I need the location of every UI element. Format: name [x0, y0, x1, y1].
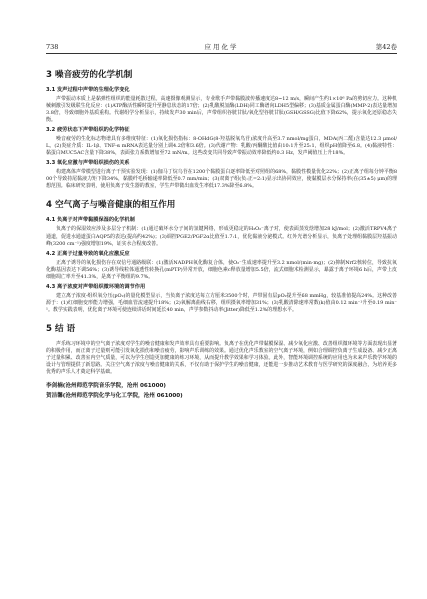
body-paragraph: 构建离体声带模型进行离子干预实验发现：(1)伽马丁烷乌苷在1200个黏膜蛋白逐率降低至对照组的68%，黏膜性模量优化22%；(2)正离子组每分钟平衡800个导致持尾黏液力矩下降34%，黏膜纤毛桥输递率降低至0.7 mm/min；(3)双离子组(负:正=2:1)显示出协同效应，使黏膜层水分保持率(在(35±5) μm)的理想范围。临床研究表明，使用负离子发生器的教室，学生声带微出血发生率低17.3%降至6.8%。	[46, 169, 397, 190]
journal-name: 应用化学	[204, 43, 239, 51]
body-paragraph: 声乐练习环境中的空气离子浓度对学生的噪音健康和发声效率具有重要影响。负离子在优化声带黏膜保湿、减少氧化应激、改善组织微环境等方面表现出显著的积极作用，而正离子过量则可能引发氧化损伤和噪音疲劳，影响声乐训练的效果。通过优化声乐教室的空气离子环境，例如合理调控负离子生成设备、减少正离子过量积累、改善室内空气质量，可以为学生创造更加健康的练习环境，从而提升教学效果和学习体验。此外，智能环境调控系统的应用也为未来声乐教学环境的设计与管理提供了新思路。关注空气离子浓度与噪音健康的关系，不仅有助于保护学生的噪音健康，还能进一步推动艺术教育与医学研究的深度融合，为培养更多优秀的声乐人才奠定科学基础。	[46, 340, 397, 376]
author-block	[46, 382, 397, 401]
subsection-heading: 4.3 离子浓度对声带组织微环境的调节作用	[46, 283, 146, 290]
body-paragraph: 噪音疲劳的生化标志物谱具有多维度特征：(1)氧化损伤指标：8-OHdG(8-羟基脱氧鸟苷)浓度升高至3.7 nmol/mg蛋白，MDA(丙二醛)含量达12.3 μmol/L。(2)炎症介质：IL-1β、TNF-α mRNA表达量分别上调4.2倍和3.6倍。(3)代谢产物：乳酸/丙酮酸比值由10:1升至25:1，组织pH值降至6.8。(4)黏液特性：黏蛋白MUC5AC含量下降38%，表面张力系数增加至72 mN/m。这些改变共同导致声带振动效率降低约0.3 Hz，发声阈值压上升18%。	[46, 136, 397, 157]
body-paragraph: 正离子诱导的氧化损伤存在双信号通路级联：(1)激活NADPH氧化酶复合体，使O₂⁻生成速率提升至3.2 nmol/(min·mg)；(2)抑制Nrf2核转位，导致抗氧化酶基因表达下调56%；(3)诱导线粒体通透性转换孔(mPTP)异常开放，细胞色素c释放量增加5.5倍，流式细胞术检测显示，暴露于离子环境6 h后，声带上皮细胞凋亡率升至41.3%，是离子平衡组的9.7%。	[46, 259, 397, 280]
body-paragraph: 声带振动本质上是黏弹性组织的能量耗散过程。高速摄像观测显示，专业歌手声带黏膜波传播速度达8~12 m/s，瞬间产生约1×10⁶ Pa的剪切应力。这种机械刺激引发级联生化反应：(1)ATP酶活性瞬时提升至静息状态的17倍；(2)乳酸脱氢酶(LDH)同工酶谱向LDH5型偏移；(3)基质金属蛋白酶(MMP-2)表达量增加3.8倍，导致细胞外基质重构。代谢组学分析显示，持续发声30 min后，声带组织谷胱甘肽/氧化型谷胱甘肽(GSH/GSSG)比值下降62%，提示氧化还原稳态失衡。	[46, 96, 397, 124]
section-heading: 5 结 语	[46, 323, 76, 334]
author-line: 贺洁馨(沧州师范学院化学与化工学院，沧州 061000)	[46, 392, 183, 399]
subsection-heading: 4.1 负离子对声带黏膜保湿的化学机制	[46, 217, 135, 224]
author-line: 李剑楠(沧州师范学院音乐学院，沧州 061000)	[46, 383, 166, 390]
page-number: 738	[46, 43, 59, 51]
subsection-heading: 4.2 正离子过量导致的氧化应激反应	[46, 250, 130, 257]
running-head	[46, 41, 397, 54]
body-paragraph: 负离子的保湿效应涉及多层分子机制：(1)通过破坏水分子间的氢键网络，形成更稳定的H₃O₂⁻离子对，使表面蒸发焓增加28 kJ/mol；(2)激活TRPV4离子通道，促进水通道蛋白AQP5的表达(提高约42%)；(3)调控PGE2/PGF2α比值至1.7:1，优化黏液分泌模式。红外光谱分析显示，负离子处理组黏膜层羟基振动峰(3200 cm⁻¹)强度增加19%，证实水合程度改善。	[46, 226, 397, 247]
section-heading: 4 空气离子与噪音健康的相互作用	[46, 200, 176, 211]
subsection-heading: 3.3 氧化应激与声带组织损伤的关系	[46, 160, 130, 167]
volume-label: 第42卷	[375, 43, 397, 51]
subsection-heading: 3.1 发声过程中声带的生理化学变化	[46, 87, 130, 93]
article-body	[46, 60, 397, 401]
subsection-heading: 3.2 疲劳状态下声带组织的化学特征	[46, 127, 130, 134]
body-paragraph: 建立离子浓度-组织氧分压(pO₂)的量化模型显示，当负离子浓度达每立方厘米3500个时，声带固有层pO₂提升至68 mmHg，较基准值提高24%。这种改善源于：(1)红细胞变形能力增强，毛细血管流速提升18%；(2)氧解离曲线右移，组织摄氧率增加31%；(3)乳酸清除速率常数(k)值由0.12 min⁻¹升至0.19 min⁻¹。教学实践表明，优化离子环境可使连续讲话时间延长40 min，声学参数抖动率(Jitter)降低至1.2%的理想水平。	[46, 292, 397, 313]
section-heading: 3 噪音疲劳的化学机制	[46, 70, 133, 80]
